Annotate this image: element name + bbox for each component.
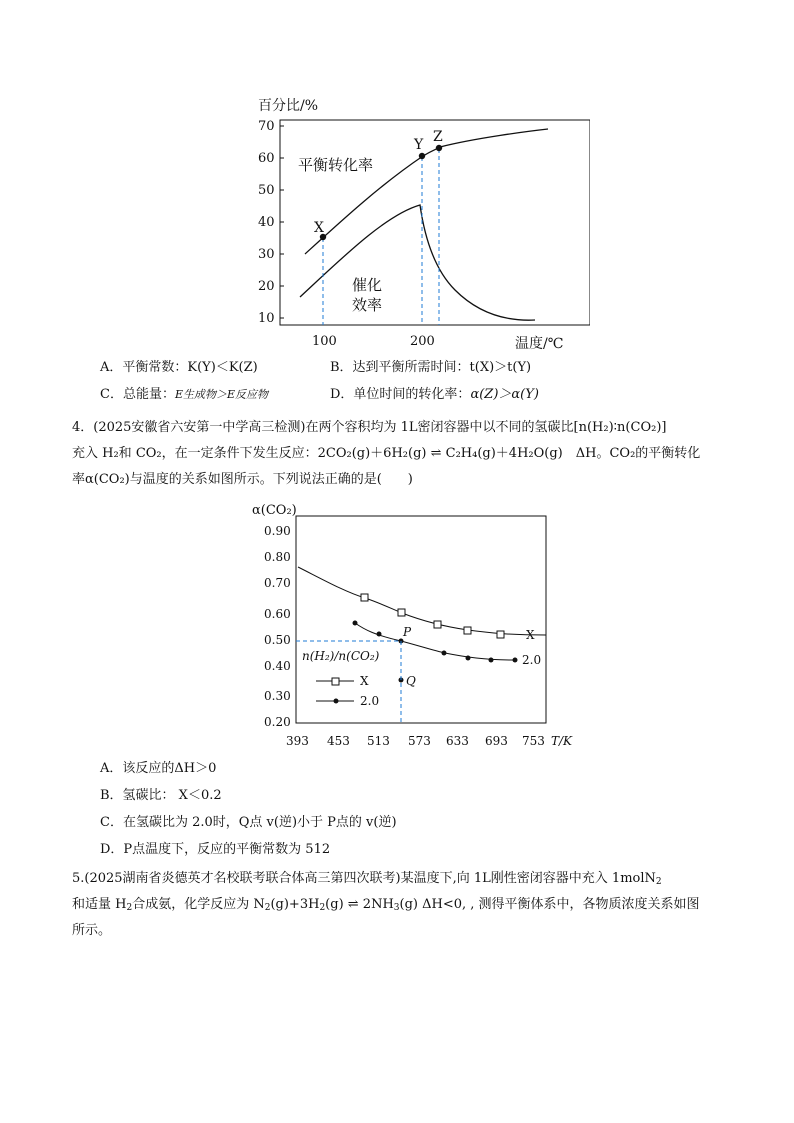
chart2-ylabel: α(CO₂) <box>252 503 297 518</box>
point-z <box>436 145 442 151</box>
label-q: Q <box>406 674 416 688</box>
q4-stem-line3: 率α(CO₂)与温度的关系如图所示。下列说法正确的是( ) <box>72 472 413 487</box>
label-p: P <box>403 625 412 639</box>
chart1-ytick: 50 <box>258 183 275 198</box>
q4-option-a: A．该反应的ΔH＞0 <box>100 761 217 776</box>
chart2-ytick: 0.30 <box>264 689 291 703</box>
chart2-ytick: 0.60 <box>264 607 291 621</box>
series-x-marker <box>464 627 471 634</box>
chart1-xtick: 200 <box>410 334 435 349</box>
q4-option-d: D．P点温度下，反应的平衡常数为 512 <box>100 842 331 857</box>
chart2-xtick: 453 <box>327 734 350 748</box>
chart1-ytick: 30 <box>258 247 275 262</box>
q4-option-c: C．在氢碳比为 2.0时，Q点 v(逆)小于 P点的 v(逆) <box>100 815 397 830</box>
q4-stem-line1: 4．(2025安徽省六安第一中学高三检测)在两个容积均为 1L密闭容器中以不同的氢碳比[n(H₂)∶n(CO₂)] <box>72 420 667 435</box>
catalyst-efficiency-curve <box>300 205 535 320</box>
q3-option-c-expr: E生成物＞E反应物 <box>174 388 269 401</box>
series-x-marker <box>434 621 441 628</box>
q3-option-d-expr: α(Z)＞α(Y) <box>470 387 539 402</box>
q3-option-d-prefix: D．单位时间的转化率： <box>330 387 471 402</box>
series-2-marker <box>442 651 447 656</box>
chart1-frame <box>280 120 590 325</box>
chart2-ytick: 0.70 <box>264 576 291 590</box>
curve1-label: 平衡转化率 <box>298 156 374 174</box>
chart2-ytick: 0.80 <box>264 550 291 564</box>
series-2-marker <box>466 656 471 661</box>
q3-option-c-prefix: C．总能量： <box>100 387 175 402</box>
chart-temperature-percent <box>230 90 590 350</box>
chart2-ytick: 0.50 <box>264 633 291 647</box>
q5-stem-line3: 所示。 <box>72 923 112 938</box>
chart2-xtick: 513 <box>367 734 390 748</box>
chart1-ytick: 60 <box>258 151 275 166</box>
chart1-xtick: 100 <box>312 334 337 349</box>
q3-option-c <box>100 385 268 405</box>
chart-alpha-co2-vs-temperature <box>240 498 590 748</box>
series-2-marker <box>377 632 382 637</box>
series-2-marker <box>489 658 494 663</box>
chart1-yticks <box>258 119 275 326</box>
series-x-marker <box>398 609 405 616</box>
series-2-end-label: 2.0 <box>522 653 542 667</box>
q3-option-a: A．平衡常数：K(Y)＜K(Z) <box>100 360 258 375</box>
q3-option-d <box>330 385 539 405</box>
series-x-marker <box>361 594 368 601</box>
label-z: Z <box>433 129 443 145</box>
chart2-xlabel: T/K <box>551 734 573 748</box>
chart1-ytick: 20 <box>258 279 275 294</box>
q4-option-b: B．氢碳比： X＜0.2 <box>100 788 222 803</box>
legend-2-marker <box>334 699 339 704</box>
chart1-ytick: 40 <box>258 215 275 230</box>
chart2-ytick: 0.20 <box>264 715 291 729</box>
q3-option-b: B．达到平衡所需时间：t(X)＞t(Y) <box>330 360 532 375</box>
q5-stem-line1: 5.(2025湖南省炎德英才名校联考联合体高三第四次联考)某温度下,向 1L刚性密闭容器中充入 1molN$_2$ <box>72 871 662 887</box>
series-2-marker <box>353 621 358 626</box>
legend-2-label: 2.0 <box>360 694 380 708</box>
point-y <box>419 153 425 159</box>
legend-x-marker <box>332 678 339 685</box>
curve2-label-line2: 效率 <box>352 296 383 314</box>
curve2-label-line1: 催化 <box>352 276 383 294</box>
chart1-ytick: 10 <box>258 311 275 326</box>
series-x-end-label: X <box>526 628 535 642</box>
chart2-yticks <box>264 524 291 729</box>
series-x-curve <box>298 567 546 635</box>
chart2-xticks <box>286 734 545 748</box>
q5-stem-line2: 和适量 $H_2$合成氨，化学反应为 $N_2(g)+3H_2(g)$ ⇌ $2NH_3(g)$ ΔH<0, , 测得平衡体系中，各物质浓度关系如图 <box>72 897 700 913</box>
q4-stem-line2: 充入 H₂和 CO₂，在一定条件下发生反应：2CO₂(g)＋6H₂(g) ⇌ C₂H₄(g)＋4H₂O(g) ΔH。CO₂的平衡转化 <box>72 446 701 461</box>
series-2-marker <box>513 658 518 663</box>
chart1-ylabel: 百分比/% <box>258 98 319 114</box>
chart2-ytick: 0.40 <box>264 659 291 673</box>
chart1-ytick: 70 <box>258 119 275 134</box>
series-x-marker <box>497 631 504 638</box>
label-x: X <box>314 220 324 236</box>
chart1-xlabel: 温度/℃ <box>515 336 564 350</box>
chart2-xtick: 633 <box>446 734 469 748</box>
chart2-xtick: 573 <box>408 734 431 748</box>
legend-title: n(H₂)/n(CO₂) <box>302 649 380 663</box>
chart2-ytick: 0.90 <box>264 524 291 538</box>
chart2-xtick: 693 <box>485 734 508 748</box>
legend-x-label: X <box>360 674 369 688</box>
chart2-xtick: 753 <box>522 734 545 748</box>
label-y: Y <box>414 137 424 153</box>
chart2-xtick: 393 <box>286 734 309 748</box>
